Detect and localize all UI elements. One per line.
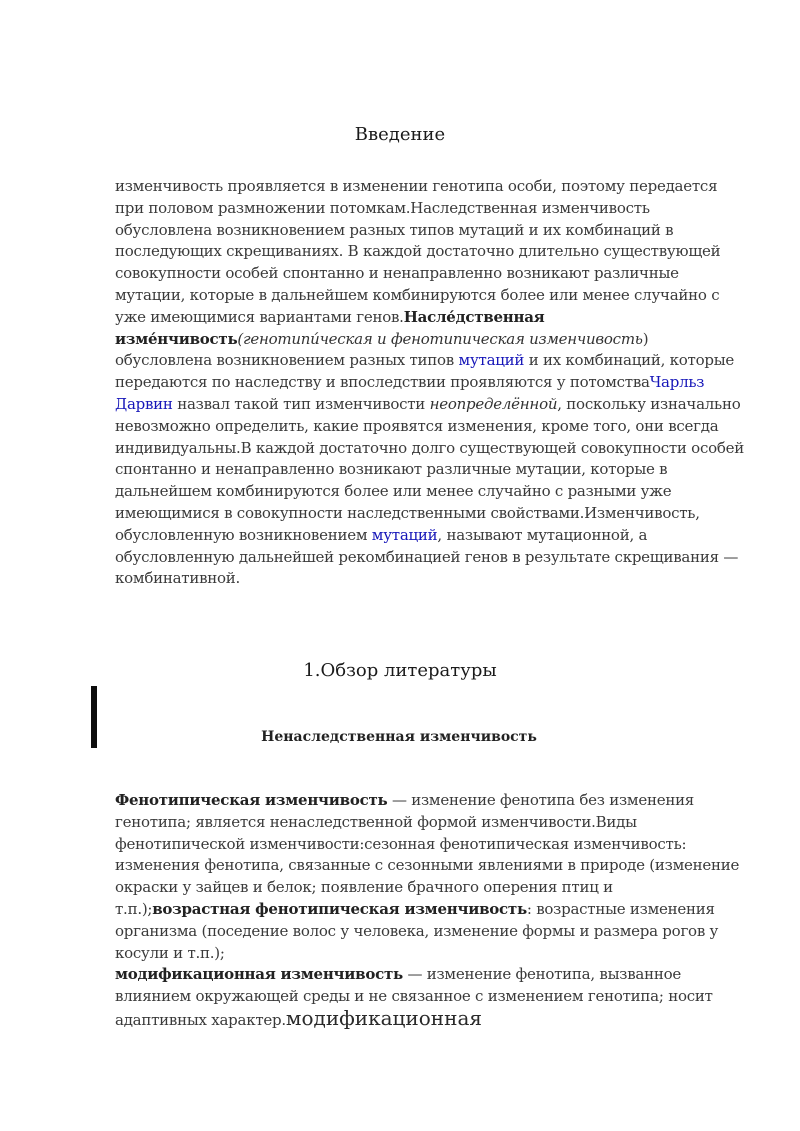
- non-hereditary-subheading: [0, 729, 800, 745]
- modification-variability-term: модификационная изменчивость: [115, 965, 403, 984]
- pheno-text-2: : возрастные изменения организма (поседение волос у человека, изменение формы и размера рогов у косули и т.п.);: [115, 899, 719, 962]
- phenotypic-paragraph: [115, 790, 745, 1032]
- non-hereditary-subheading-text: Ненаследственная изменчивость: [261, 729, 537, 745]
- modification-large-word: модификационная: [285, 1005, 482, 1030]
- intro-text-6: , называют мутационной, а обусловленную дальнейшей рекомбинацией генов в результате скрещивания — комбинативной.: [115, 525, 739, 588]
- undefined-variability-term: неопределённой: [429, 394, 558, 413]
- pheno-text-3: — изменение фенотипа, вызванное влиянием окружающей среды и не связанное с изменением генотипа; носит адаптивных характер.: [115, 965, 713, 1029]
- pheno-text-1: — изменение фенотипа без изменения генотипа; является ненаследственной формой изменчивости.Виды фенотипической изменчивости:сезонная фенотипическая изменчивость: изменения фенотипа, связанные с сезонными явлениями в природе (изменение окраски у зайцев и белок; появление брачного оперения птиц и т.п.);: [115, 791, 740, 918]
- intro-text-4: назвал такой тип изменчивости: [172, 394, 430, 413]
- intro-paragraph: [115, 176, 745, 590]
- age-variability-term: возрастная фенотипическая изменчивость: [152, 899, 527, 918]
- genotypic-phenotypic-term: (генотипи́ческая и фенотипическая изменчивость: [237, 329, 643, 348]
- phenotypic-variability-term: Фенотипическая изменчивость: [115, 791, 388, 809]
- mutations-link-1[interactable]: мутаций: [458, 351, 525, 370]
- mutations-link-2[interactable]: мутаций: [371, 525, 438, 544]
- intro-text-1: изменчивость проявляется в изменении генотипа особи, поэтому передается при половом размножении потомкам.Наследственная изменчивость обусловлена возникновением разных типов мутаций и их комбинаций в последующих скрещиваниях. В каждой достаточно длительно существующей совокупности особей спонтанно и ненаправленно возникают различные мутации, которые в дальнейшем комбинируются более или менее случайно с уже имеющимися вариантами генов.: [115, 177, 721, 326]
- intro-text-3: и их комбинаций, которые передаются по наследству и впоследствии проявляются у потомства: [115, 351, 735, 392]
- intro-text-5: , поскольку изначально невозможно определить, какие проявятся изменения, кроме того, они всегда индивидуальны.В каждой достаточно долго существующей совокупности особей спонтанно и ненаправленно возникают различные мутации, которые в дальнейшем комбинируются более или менее случайно с разными уже имеющимися в совокупности наследственными свойствами.Изменчивость, обусловленную возникновением: [115, 394, 745, 544]
- hereditary-variability-term: Насле́дственная изме́нчивость: [115, 307, 545, 348]
- intro-text-2: ) обусловлена возникновением разных типов: [115, 329, 649, 370]
- literature-review-heading: 1.Обзор литературы: [303, 660, 497, 681]
- intro-heading: Введение: [354, 124, 446, 145]
- charles-darwin-link[interactable]: Чарльз Дарвин: [115, 373, 705, 413]
